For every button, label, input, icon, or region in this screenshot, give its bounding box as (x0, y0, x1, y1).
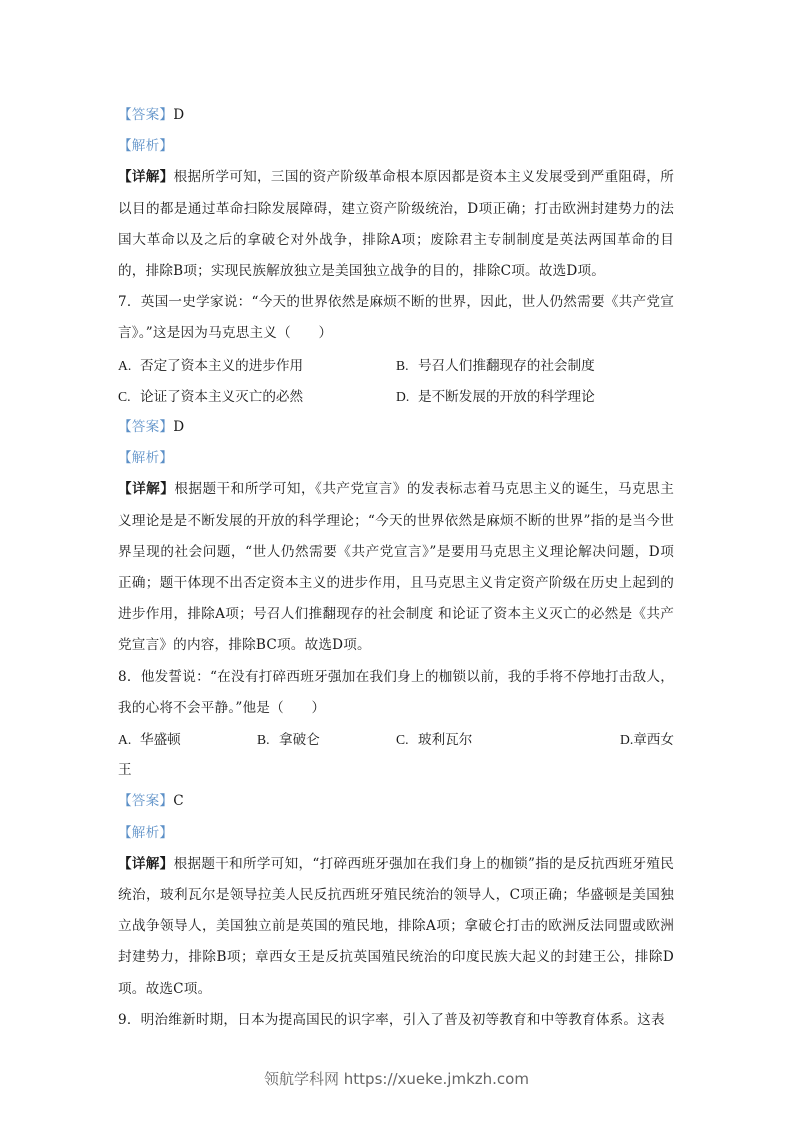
detail-label: 【详解】 (118, 481, 175, 498)
option-letter: A. (118, 731, 132, 747)
option-letter: D. (396, 388, 410, 404)
option-text: 华盛顿 (140, 731, 181, 748)
q8-option-d (535, 724, 674, 755)
option-text: 玻利瓦尔 (418, 731, 473, 748)
option-text: 章西女 (633, 731, 674, 748)
option-text: 否定了资本主义的进步作用 (140, 357, 304, 374)
option-letter: B. (396, 357, 409, 373)
answer-label: 【答案】 (118, 793, 174, 810)
q6-answer-line (118, 100, 674, 131)
q7-answer-line (118, 412, 674, 443)
q7-stem-text: 7．英国一史学家说：“今天的世界依然是麻烦不断的世界，因此，世人仍然需要《共产党宣言》。”这是因为马克思主义（ ） (118, 294, 674, 342)
analysis-label: 【解析】 (118, 824, 174, 841)
analysis-label: 【解析】 (118, 138, 174, 155)
detail-label: 【详解】 (118, 855, 174, 872)
q8-answer-line (118, 786, 674, 817)
q7-detail-paragraph (118, 474, 674, 661)
option-text: 论证了资本主义灭亡的必然 (140, 388, 304, 405)
q8-detail-text: 根据题干和所学可知，“打碎西班牙强加在我们身上的枷锁”指的是反抗西班牙殖民统治，玻利瓦尔是领导拉美人民反抗西班牙殖民统治的领导人，C项正确；华盛顿是美国独立战争领导人，美国独立前是英国的殖民地，排除A项；拿破仑打击的欧洲反法同盟或欧洲封建势力，排除B项；章西女王是反抗英国殖民统治的印度民族大起义的封建王公，排除D项。故选C项。 (118, 855, 675, 997)
q7-option-d (396, 381, 674, 412)
q8-detail-paragraph (118, 849, 674, 1005)
q6-analysis-line (118, 131, 674, 162)
q6-detail-text: 根据所学可知，三国的资产阶级革命根本原因都是资本主义发展受到严重阻碍，所以目的都是通过革命扫除发展障碍，建立资产阶级统治，D项正确；打击欧洲封建势力的法国大革命以及之后的拿破仑对外战争，排除A项；废除君主专制制度是英法两国革命的目的，排除B项；实现民族解放独立是美国独立战争的目的，排除C项。故选D项。 (118, 169, 674, 279)
answer-label: 【答案】 (118, 418, 174, 435)
q7-detail-text: 根据题干和所学可知，《共产党宣言》的发表标志着马克思主义的诞生，马克思主义理论是是不断发展的开放的科学理论；“今天的世界依然是麻烦不断的世界”指的是当今世界呈现的社会问题，“世人仍然需要《共产党宣言》”是要用马克思主义理论解决问题，D项正确；题干体现不出否定资本主义的进步作用，且马克思主义肯定资产阶级在历史上起到的进步作用，排除A项；号召人们推翻现存的社会制度 和论证了资本主义灭亡的必然是《共产党宣言》的内容，排除BC项。故选D项。 (118, 481, 674, 654)
q8-option-c (396, 724, 535, 755)
q7-answer-value: D (173, 418, 185, 435)
option-text: 是不断发展的开放的科学理论 (418, 388, 595, 405)
q7-options-row-2 (118, 381, 674, 412)
option-letter: A. (118, 357, 132, 373)
detail-label: 【详解】 (118, 169, 174, 186)
q8-option-a (118, 724, 257, 755)
q9-stem-text: 9．明治维新时期，日本为提高国民的识字率，引入了普及初等教育和中等教育体系。这表 (118, 1011, 665, 1028)
q8-option-d-overflow: 王 (118, 762, 132, 779)
q7-option-a (118, 350, 396, 381)
q8-options-row (118, 724, 674, 755)
q7-stem (118, 287, 674, 349)
option-letter: C. (396, 731, 409, 747)
q6-answer-value: D (173, 107, 185, 123)
option-letter: D. (620, 731, 634, 747)
option-text: 号召人们推翻现存的社会制度 (418, 357, 595, 374)
analysis-label: 【解析】 (118, 450, 174, 467)
option-text: 拿破仑 (279, 731, 320, 748)
q8-option-b (257, 724, 396, 755)
document-page (118, 100, 674, 1036)
q7-option-b (396, 350, 674, 381)
option-letter: C. (118, 388, 131, 404)
q8-stem (118, 662, 674, 724)
q8-stem-text: 8．他发誓说：“在没有打碎西班牙强加在我们身上的枷锁以前，我的手将不停地打击敌人，我的心将不会平静。”他是（ ） (118, 668, 674, 716)
answer-label: 【答案】 (118, 107, 174, 123)
q8-answer-value: C (173, 793, 184, 810)
q7-options-row-1 (118, 350, 674, 381)
q8-analysis-line (118, 818, 674, 849)
q7-option-c (118, 381, 396, 412)
footer-watermark: 领航学科网 https://xueke.jmkzh.com (264, 1070, 529, 1088)
q9-stem (118, 1005, 674, 1036)
q8-option-overflow-line (118, 755, 674, 786)
q7-analysis-line (118, 443, 674, 474)
option-letter: B. (257, 731, 270, 747)
q6-detail-paragraph (118, 162, 674, 287)
